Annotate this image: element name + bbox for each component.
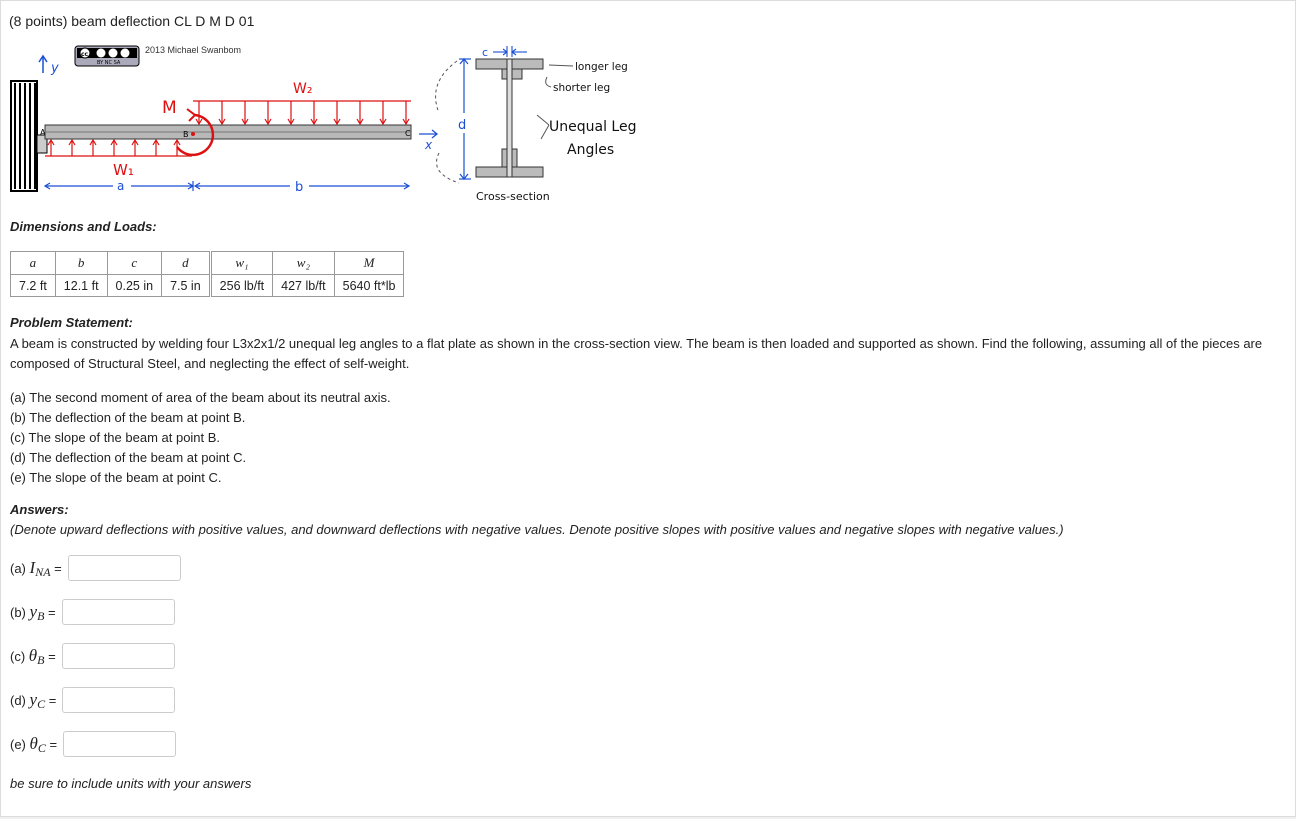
answers-note: (Denote upward deflections with positive values, and downward deflections with negative values. Denote positive slopes with positive values and negative slopes with negative values.): [10, 522, 1064, 537]
cross-section: [476, 59, 543, 177]
point-a-label: A: [40, 128, 46, 137]
question-item: (e) The slope of the beam at point C.: [10, 470, 222, 485]
answer-input-thetac[interactable]: [63, 731, 176, 757]
header-cell: c: [107, 252, 162, 275]
header-cell: w₂: [273, 252, 334, 275]
problem-statement-heading: Problem Statement:: [10, 315, 133, 330]
copyright-text: 2013 Michael Swanbom: [145, 45, 242, 55]
dim-b-label: b: [295, 180, 304, 195]
problem-statement-text: A beam is constructed by welding four L3x2x1/2 unequal leg angles to a flat plate as shown in the cross-section view. The beam is then loaded and supported as shown. Find the following, assuming all of the pieces are composed of Structural Steel, and neglecting the effect of self-weight.: [10, 336, 1263, 371]
cc-license-badge: [75, 46, 139, 66]
header-cell: a: [11, 252, 56, 275]
moment-label: M: [162, 98, 177, 118]
w1-label: W₁: [113, 161, 134, 179]
answers-heading: Answers:: [10, 502, 69, 517]
cross-section-label: Cross-section: [476, 190, 550, 203]
header-cell: d: [162, 252, 211, 275]
answer-row-c: (c) θB =: [10, 643, 175, 669]
question-item: (d) The deflection of the beam at point C.: [10, 450, 247, 465]
value-cell: 5640 ft*lb: [334, 275, 404, 297]
value-cell: 0.25 in: [107, 275, 162, 297]
answer-input-yb[interactable]: [62, 599, 175, 625]
question-item: (b) The deflection of the beam at point B.: [10, 410, 246, 425]
answer-row-e: (e) θC =: [10, 731, 176, 757]
value-cell: 12.1 ft: [55, 275, 107, 297]
longer-leg-label: longer leg: [575, 61, 628, 73]
question-item: (a) The second moment of area of the beam about its neutral axis.: [10, 390, 391, 405]
header-cell: b: [55, 252, 107, 275]
answer-input-ina[interactable]: [68, 555, 181, 581]
units-reminder: be sure to include units with your answers: [10, 776, 252, 791]
answer-input-thetab[interactable]: [62, 643, 175, 669]
answer-row-d: (d) yC =: [10, 687, 175, 713]
svg-text:BY NC SA: BY NC SA: [97, 60, 121, 66]
answer-row-b: (b) yB =: [10, 599, 175, 625]
point-b-label: B: [183, 130, 189, 139]
point-c-label: C: [405, 129, 411, 138]
dimensions-header-row: [11, 252, 404, 275]
dimensions-value-row: [11, 275, 404, 297]
x-axis-label: x: [425, 138, 433, 152]
dim-c-label: c: [482, 46, 489, 59]
value-cell: 7.2 ft: [11, 275, 56, 297]
question-item: (c) The slope of the beam at point B.: [10, 430, 221, 445]
dimensions-heading: Dimensions and Loads:: [10, 219, 157, 234]
w2-label: W₂: [293, 81, 313, 97]
shorter-leg-label: shorter leg: [553, 82, 611, 94]
svg-text:cc: cc: [81, 51, 89, 58]
y-axis-label: y: [51, 61, 59, 76]
header-cell: M: [334, 252, 404, 275]
answer-input-yc[interactable]: [62, 687, 175, 713]
w1-load: [45, 140, 192, 156]
dim-d-label: d: [458, 118, 467, 133]
answer-row-a: (a) INA =: [10, 555, 181, 581]
beam-diagram: [9, 43, 640, 203]
value-cell: 7.5 in: [162, 275, 211, 297]
dimensions-table: [10, 251, 404, 297]
header-cell: w₁: [210, 252, 272, 275]
w2-load: [193, 101, 411, 124]
unequal-leg-label: Unequal Leg: [549, 119, 637, 135]
beam-figure: [9, 43, 640, 203]
problem-title: (8 points) beam deflection CL D M D 01: [9, 13, 255, 29]
question-list: [10, 388, 391, 488]
value-cell: 256 lb/ft: [210, 275, 272, 297]
value-cell: 427 lb/ft: [273, 275, 334, 297]
dim-a-label: a: [117, 179, 125, 193]
angles-label: Angles: [567, 142, 615, 158]
